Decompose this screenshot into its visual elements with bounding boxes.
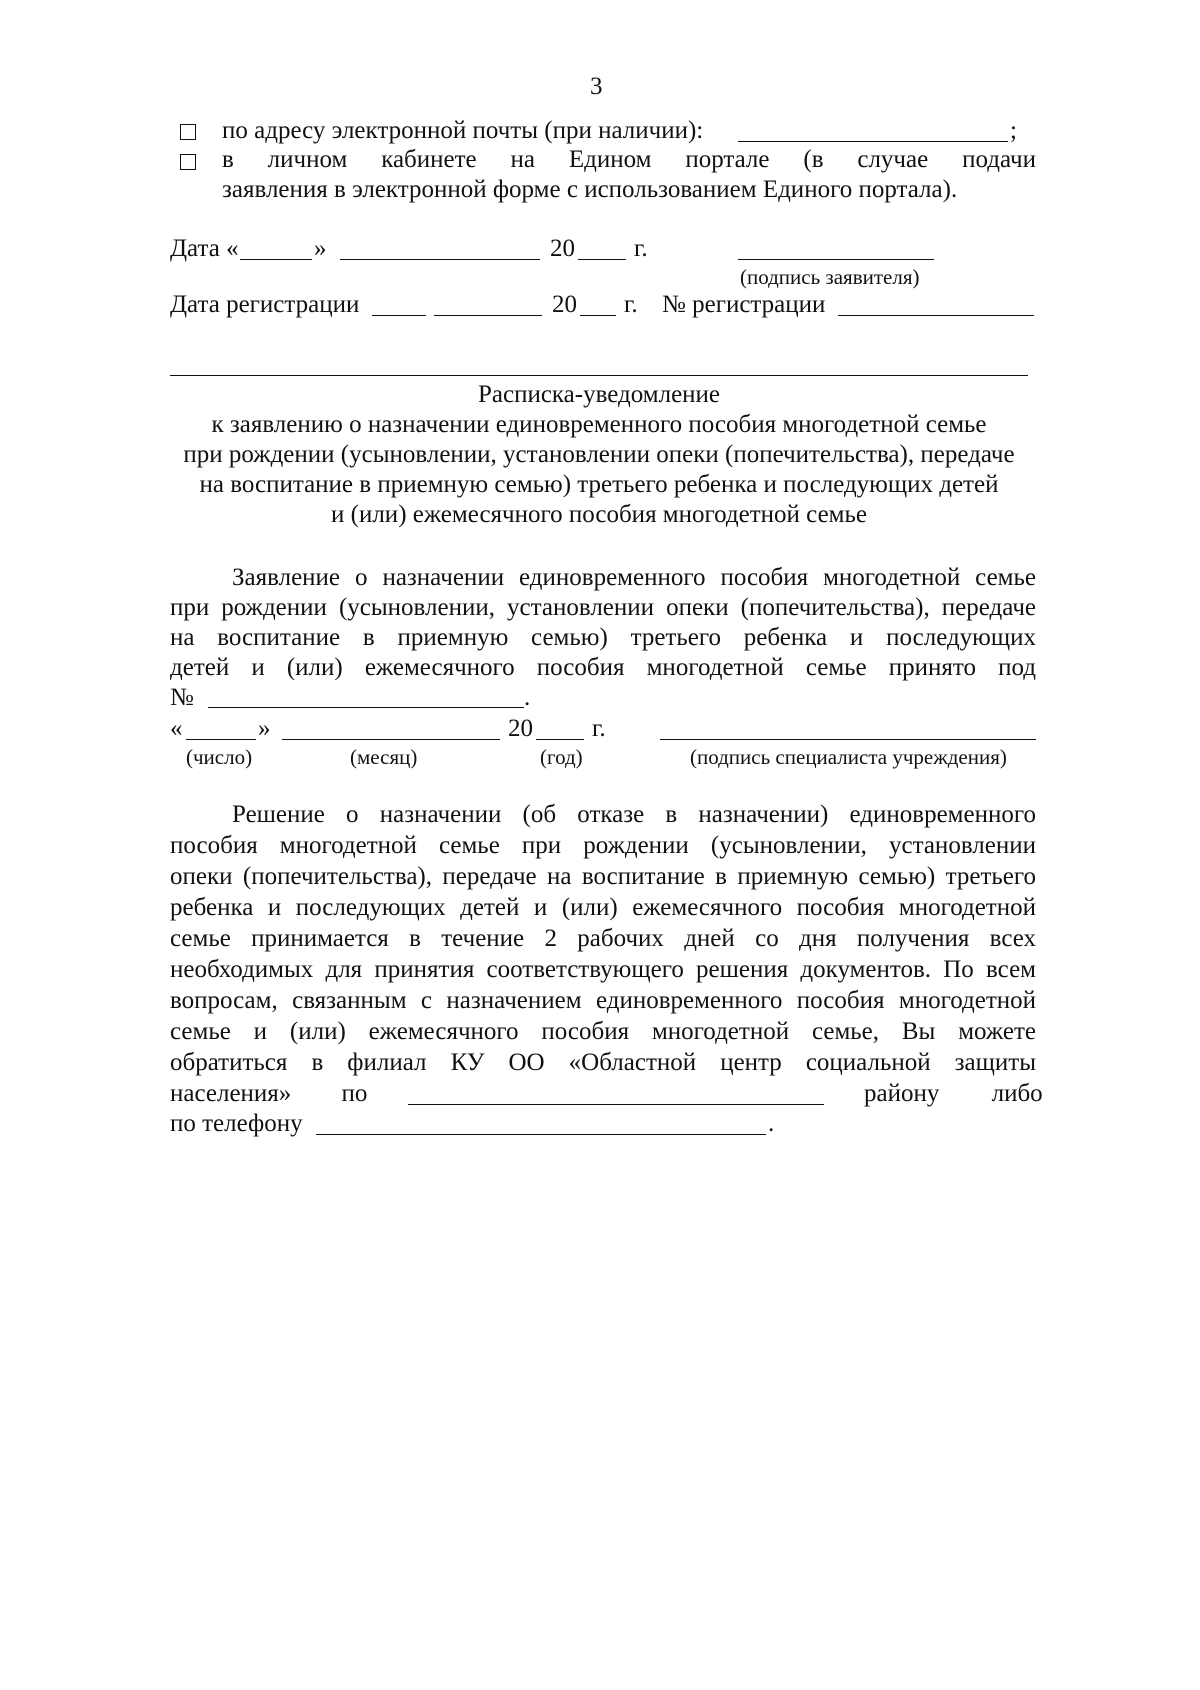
email-terminator: ; [1010,117,1017,144]
cut-separator-line [170,375,1028,376]
year-prefix: 20 [550,235,575,262]
month-blank-line [340,259,540,260]
date-quote-close: » [314,235,327,262]
caption-month: (месяц) [350,745,418,769]
receipt-month-line [282,739,500,740]
registration-day-line [372,315,426,316]
decision-line4: ребенка и последующих детей и (или) ежемесячного пособия многодетной [170,894,1036,921]
registration-number-sign: № [170,684,194,711]
cabinet-option-checkbox[interactable] [180,154,196,170]
applicant-signature-line [738,259,934,260]
decision-line1: Решение о назначении (об отказе в назначении) единовременного [232,801,1036,828]
receipt-year-suffix: г. [592,715,606,742]
decision-line2: пособия многодетной семье при рождении (усыновлении, установлении [170,832,1036,859]
decision-line8: семье и (или) ежемесячного пособия многодетной семье, Вы можете [170,1018,1036,1045]
receipt-day-line [186,739,256,740]
email-option-label: по адресу электронной почты (при наличии): [222,117,704,144]
registration-number-label: № регистрации [662,291,826,318]
receipt-subtitle-line1: к заявлению о назначении единовременного пособия многодетной семье [211,411,987,438]
receipt-year-line [536,739,584,740]
decision-line5: семье принимается в течение 2 рабочих дней со дня получения всех [170,925,1036,952]
caption-day: (число) [186,745,253,769]
statement-line2: при рождении (усыновлении, установлении опеки (попечительства), передаче [170,594,1036,621]
date-label: Дата « [170,235,239,262]
email-option-checkbox[interactable] [180,124,196,140]
district-line-start: населения» по [170,1080,368,1107]
specialist-signature-line [660,739,1036,740]
registration-number-line [838,315,1034,316]
phone-terminator: . [768,1110,775,1137]
registration-year-suffix: г. [624,291,638,318]
statement-line4: детей и (или) ежемесячного пособия многодетной семье принято под [170,654,1036,681]
phone-blank-line [316,1134,766,1135]
receipt-number-terminator: . [524,684,531,711]
district-blank-line [408,1104,824,1105]
receipt-quote-close: » [258,715,271,742]
page-number: 3 [590,73,603,100]
email-blank-line [738,141,1008,142]
year-blank-line [578,259,626,260]
registration-month-line [434,315,542,316]
receipt-number-line [208,707,524,708]
decision-line3: опеки (попечительства), передаче на воспитание в приемную семью) третьего [170,863,1036,890]
receipt-title: Расписка-уведомление [477,381,721,408]
receipt-subtitle-line2: при рождении (усыновлении, установлении опеки (попечительства), передаче [183,441,1015,468]
cabinet-option-line1: в личном кабинете на Едином портале (в случае подачи [222,146,1036,173]
phone-label: по телефону [170,1110,303,1137]
year-suffix: г. [634,235,648,262]
statement-line3: на воспитание в приемную семью) третьего ребенка и последующих [170,624,1036,651]
receipt-year-prefix: 20 [508,715,533,742]
decision-line6: необходимых для принятия соответствующего решения документов. По всем [170,956,1036,983]
day-blank-line [240,259,312,260]
receipt-quote-open: « [170,715,183,742]
decision-line7: вопросам, связанным с назначением единовременного пособия многодетной [170,987,1036,1014]
district-line-end: району либо [864,1080,1043,1107]
registration-year-line [580,315,616,316]
receipt-subtitle-line3: на воспитание в приемную семью) третьего ребенка и последующих детей [199,471,999,498]
decision-line9: обратиться в филиал КУ ОО «Областной центр социальной защиты [170,1049,1036,1076]
registration-date-label: Дата регистрации [170,291,360,318]
statement-line1: Заявление о назначении единовременного пособия многодетной семье [232,564,1036,591]
cabinet-option-line2: заявления в электронной форме с использованием Единого портала). [222,176,958,203]
receipt-subtitle-line4: и (или) ежемесячного пособия многодетной семье [331,501,867,528]
applicant-signature-caption: (подпись заявителя) [740,265,920,289]
registration-year-prefix: 20 [552,291,577,318]
caption-specialist-signature: (подпись специалиста учреждения) [690,745,1007,769]
caption-year: (год) [540,745,583,769]
